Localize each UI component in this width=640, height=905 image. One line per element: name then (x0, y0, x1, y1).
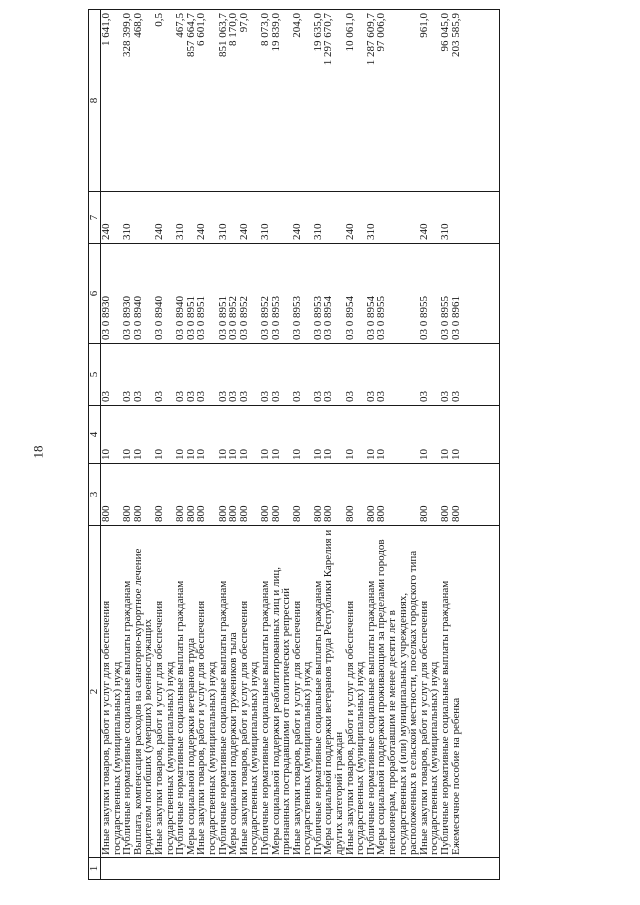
row-value-cell: 1 297 670,7 (323, 10, 344, 192)
row-name-cell: Иные закупки товаров, работ и услуг для обеспечения государственных (муниципальных) нужд (154, 526, 175, 858)
row-value-cell: 10 (175, 406, 186, 464)
table-row (196, 10, 217, 880)
row-value-cell: 800 (239, 464, 260, 526)
row-value-cell: 10 (345, 406, 366, 464)
row-index-cell (451, 858, 500, 880)
row-value-cell: 800 (313, 464, 324, 526)
row-index-cell (186, 858, 197, 880)
row-value-cell (451, 192, 500, 244)
row-value-cell: 10 (239, 406, 260, 464)
row-value-cell: 240 (196, 192, 217, 244)
row-value-cell: 10 (313, 406, 324, 464)
row-index-cell (239, 858, 260, 880)
row-value-cell: 03 (122, 344, 133, 406)
row-value-cell: 800 (101, 464, 123, 526)
row-value-cell: 800 (292, 464, 313, 526)
row-index-cell (292, 858, 313, 880)
row-value-cell: 03 0 8952 (260, 244, 271, 344)
row-name-cell: Публичные нормативные социальные выплаты гражданам (122, 526, 133, 858)
row-index-cell (101, 858, 123, 880)
row-value-cell: 800 (186, 464, 197, 526)
row-name-cell: Публичные нормативные социальные выплаты гражданам (313, 526, 324, 858)
row-value-cell: 03 (228, 344, 239, 406)
row-value-cell: 1 641,0 (101, 10, 123, 192)
row-name-cell: Иные закупки товаров, работ и услуг для обеспечения государственных (муниципальных) нужд (292, 526, 313, 858)
row-value-cell: 03 0 8955 (376, 244, 418, 344)
row-value-cell: 03 0 8954 (345, 244, 366, 344)
header-cell: 8 (89, 10, 101, 192)
row-value-cell: 800 (133, 464, 154, 526)
row-value-cell: 03 (218, 344, 229, 406)
header-cell: 1 (89, 858, 101, 880)
row-index-cell (154, 858, 175, 880)
row-value-cell: 800 (366, 464, 377, 526)
row-value-cell: 97,0 (239, 10, 260, 192)
row-name-cell: Ежемесячное пособие на ребенка (451, 526, 500, 858)
row-value-cell: 03 (196, 344, 217, 406)
row-index-cell (313, 858, 324, 880)
table-row (345, 10, 366, 880)
row-value-cell: 240 (154, 192, 175, 244)
row-value-cell: 03 (313, 344, 324, 406)
row-value-cell: 10 (122, 406, 133, 464)
row-value-cell: 03 0 8952 (239, 244, 260, 344)
row-value-cell: 8 073,0 (260, 10, 271, 192)
row-value-cell: 03 0 8952 (228, 244, 239, 344)
header-cell: 4 (89, 406, 101, 464)
row-value-cell: 03 (260, 344, 271, 406)
row-value-cell: 851 063,7 (218, 10, 229, 192)
row-name-cell: Иные закупки товаров, работ и услуг для обеспечения государственных (муниципальных) нужд (196, 526, 217, 858)
row-value-cell: 310 (313, 192, 324, 244)
row-index-cell (122, 858, 133, 880)
row-value-cell: 03 (323, 344, 344, 406)
row-value-cell: 800 (419, 464, 440, 526)
row-value-cell: 10 (196, 406, 217, 464)
row-value-cell: 03 (292, 344, 313, 406)
row-value-cell: 03 (133, 344, 154, 406)
row-value-cell: 19 635,0 (313, 10, 324, 192)
row-value-cell: 857 664,7 (186, 10, 197, 192)
row-value-cell: 328 399,0 (122, 10, 133, 192)
row-value-cell: 1 287 609,7 (366, 10, 377, 192)
row-value-cell (376, 192, 418, 244)
row-value-cell: 03 0 8954 (323, 244, 344, 344)
row-value-cell: 03 0 8953 (292, 244, 313, 344)
row-value-cell: 03 0 8951 (196, 244, 217, 344)
row-index-cell (175, 858, 186, 880)
row-value-cell: 03 0 8955 (440, 244, 451, 344)
row-name-cell: Меры социальной поддержки тружеников тыла (228, 526, 239, 858)
table-row (292, 10, 313, 880)
row-value-cell: 10 (440, 406, 451, 464)
row-name-cell: Иные закупки товаров, работ и услуг для обеспечения государственных (муниципальных) нужд (345, 526, 366, 858)
row-value-cell: 10 (228, 406, 239, 464)
row-value-cell: 03 (419, 344, 440, 406)
row-index-cell (260, 858, 271, 880)
row-value-cell: 310 (175, 192, 186, 244)
row-value-cell: 03 (101, 344, 123, 406)
row-value-cell: 10 (292, 406, 313, 464)
header-cell: 6 (89, 244, 101, 344)
row-value-cell: 310 (218, 192, 229, 244)
row-name-cell: Публичные нормативные социальные выплаты гражданам (218, 526, 229, 858)
row-index-cell (419, 858, 440, 880)
row-name-cell: Меры социальной поддержки ветеранов труда Республики Карелия и других категорий граждан (323, 526, 344, 858)
row-value-cell: 240 (239, 192, 260, 244)
row-value-cell: 03 0 8940 (154, 244, 175, 344)
row-name-cell: Меры социальной поддержки проживающим за пределами городов пенсионерам, проработавшим не менее десяти лет в государственных и (или) муниципальных учреждениях, расположенных в сельской местности, поселках городского типа (376, 526, 418, 858)
row-value-cell: 03 (186, 344, 197, 406)
row-name-cell: Публичные нормативные социальные выплаты гражданам (175, 526, 186, 858)
row-name-cell: Публичные нормативные социальные выплаты гражданам (366, 526, 377, 858)
budget-table-rotated (88, 10, 553, 880)
row-index-cell (228, 858, 239, 880)
row-name-cell: Выплата, компенсация расходов на санаторно-курортное лечение родителям погибших (умерших) военнослужащих (133, 526, 154, 858)
row-value-cell: 03 (175, 344, 186, 406)
row-value-cell: 800 (175, 464, 186, 526)
row-value-cell: 10 (376, 406, 418, 464)
row-value-cell: 800 (154, 464, 175, 526)
row-value-cell: 240 (292, 192, 313, 244)
row-value-cell: 800 (122, 464, 133, 526)
row-value-cell: 800 (451, 464, 500, 526)
row-value-cell: 03 (440, 344, 451, 406)
row-value-cell: 10 (133, 406, 154, 464)
row-value-cell: 6 601,0 (196, 10, 217, 192)
table-body (101, 10, 500, 880)
header-cell: 2 (89, 526, 101, 858)
row-value-cell: 961,0 (419, 10, 440, 192)
row-value-cell: 8 170,0 (228, 10, 239, 192)
row-value-cell: 03 0 8955 (419, 244, 440, 344)
row-value-cell: 03 0 8954 (366, 244, 377, 344)
header-cell: 7 (89, 192, 101, 244)
table-row (260, 10, 271, 880)
header-row (89, 10, 101, 880)
row-index-cell (196, 858, 217, 880)
row-value-cell: 10 (260, 406, 271, 464)
row-value-cell: 03 0 8940 (175, 244, 186, 344)
row-index-cell (345, 858, 366, 880)
row-value-cell: 03 0 8961 (451, 244, 500, 344)
row-name-cell: Меры социальной поддержки реабилитированных лиц и лиц, признанных пострадавшими от политических репрессий (271, 526, 292, 858)
row-value-cell: 03 0 8940 (133, 244, 154, 344)
row-name-cell: Публичные нормативные социальные выплаты гражданам (440, 526, 451, 858)
row-value-cell: 800 (196, 464, 217, 526)
row-value-cell (271, 192, 292, 244)
row-value-cell: 10 (323, 406, 344, 464)
row-value-cell: 310 (260, 192, 271, 244)
row-name-cell: Иные закупки товаров, работ и услуг для обеспечения государственных (муниципальных) нужд (419, 526, 440, 858)
row-value-cell: 800 (323, 464, 344, 526)
row-value-cell: 0,5 (154, 10, 175, 192)
table-row (154, 10, 175, 880)
page-number: 18 (30, 445, 46, 459)
row-value-cell: 10 (218, 406, 229, 464)
row-value-cell: 10 (271, 406, 292, 464)
row-value-cell: 10 (366, 406, 377, 464)
row-value-cell: 10 061,0 (345, 10, 366, 192)
row-value-cell: 10 (101, 406, 123, 464)
row-name-cell: Иные закупки товаров, работ и услуг для обеспечения государственных (муниципальных) нужд (101, 526, 123, 858)
row-index-cell (271, 858, 292, 880)
row-value-cell: 96 045,0 (440, 10, 451, 192)
row-value-cell: 203 585,9 (451, 10, 500, 192)
row-value-cell: 800 (228, 464, 239, 526)
row-value-cell: 310 (122, 192, 133, 244)
row-index-cell (366, 858, 377, 880)
row-value-cell: 03 (376, 344, 418, 406)
row-value-cell: 03 (271, 344, 292, 406)
row-name-cell: Меры социальной поддержки ветеранов труда (186, 526, 197, 858)
table-row (440, 10, 451, 880)
table-row (239, 10, 260, 880)
table-row (451, 10, 500, 880)
table-row (133, 10, 154, 880)
row-value-cell: 97 006,0 (376, 10, 418, 192)
row-index-cell (440, 858, 451, 880)
table-row (323, 10, 344, 880)
row-name-cell: Иные закупки товаров, работ и услуг для обеспечения государственных (муниципальных) нужд (239, 526, 260, 858)
row-value-cell: 240 (101, 192, 123, 244)
row-value-cell: 800 (260, 464, 271, 526)
row-value-cell: 03 (154, 344, 175, 406)
row-value-cell: 310 (366, 192, 377, 244)
row-value-cell: 10 (154, 406, 175, 464)
row-value-cell: 03 (366, 344, 377, 406)
row-value-cell: 19 839,0 (271, 10, 292, 192)
row-value-cell: 800 (271, 464, 292, 526)
budget-table (88, 9, 500, 880)
row-value-cell (133, 192, 154, 244)
row-value-cell: 03 0 8951 (186, 244, 197, 344)
table-row (376, 10, 418, 880)
row-value-cell: 10 (419, 406, 440, 464)
table-row (271, 10, 292, 880)
row-value-cell: 800 (376, 464, 418, 526)
row-value-cell: 800 (440, 464, 451, 526)
table-row (101, 10, 123, 880)
row-value-cell: 467,5 (175, 10, 186, 192)
row-value-cell: 03 0 8930 (101, 244, 123, 344)
row-value-cell: 468,0 (133, 10, 154, 192)
row-value-cell: 240 (419, 192, 440, 244)
row-value-cell: 03 (239, 344, 260, 406)
row-value-cell: 204,0 (292, 10, 313, 192)
row-value-cell: 03 0 8953 (313, 244, 324, 344)
row-value-cell: 310 (440, 192, 451, 244)
row-index-cell (218, 858, 229, 880)
table-row (419, 10, 440, 880)
row-value-cell (323, 192, 344, 244)
row-value-cell: 240 (345, 192, 366, 244)
row-index-cell (376, 858, 418, 880)
row-value-cell: 800 (218, 464, 229, 526)
row-value-cell: 03 (345, 344, 366, 406)
row-value-cell: 03 (451, 344, 500, 406)
row-value-cell: 03 0 8953 (271, 244, 292, 344)
row-value-cell: 10 (451, 406, 500, 464)
row-value-cell: 800 (345, 464, 366, 526)
row-value-cell: 03 0 8951 (218, 244, 229, 344)
row-index-cell (323, 858, 344, 880)
row-index-cell (133, 858, 154, 880)
row-value-cell: 03 0 8930 (122, 244, 133, 344)
row-value-cell: 10 (186, 406, 197, 464)
row-name-cell: Публичные нормативные социальные выплаты гражданам (260, 526, 271, 858)
header-cell: 5 (89, 344, 101, 406)
header-cell: 3 (89, 464, 101, 526)
